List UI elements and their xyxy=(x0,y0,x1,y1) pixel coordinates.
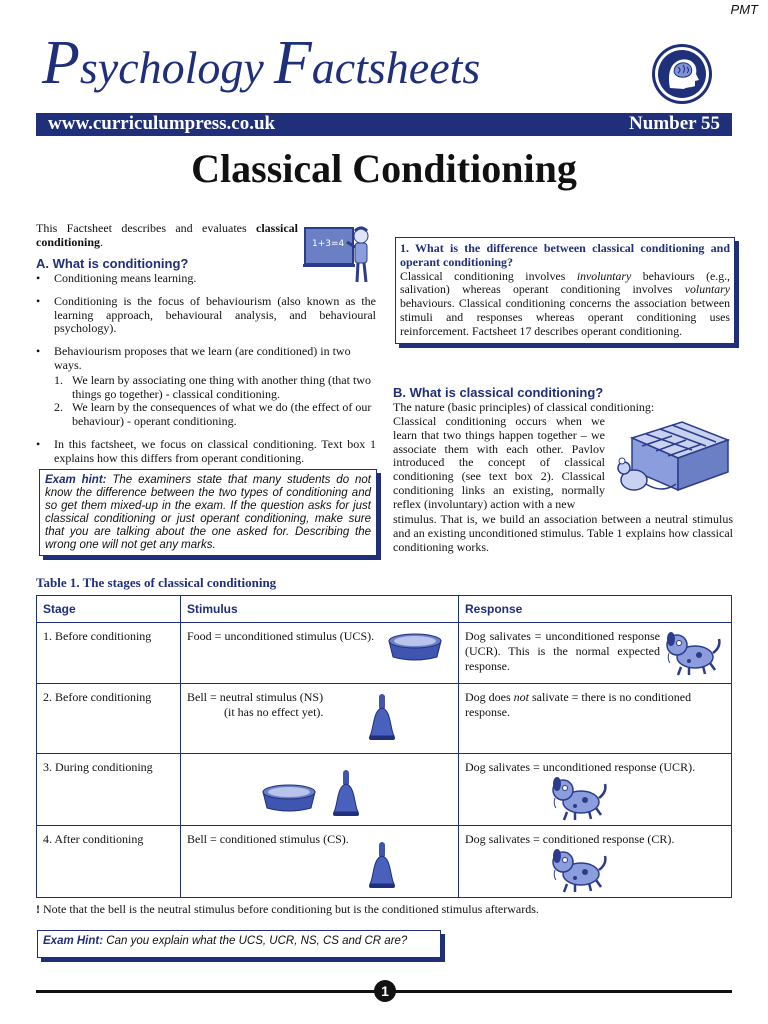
stimulus-cell xyxy=(181,826,459,898)
section-a-list xyxy=(36,272,376,466)
exam-hint-box xyxy=(39,469,377,556)
table-header-row xyxy=(37,596,732,623)
response-text: Dog salivates = unconditioned response (UCR). xyxy=(465,760,696,774)
section-a-heading: A. What is conditioning? xyxy=(36,256,189,271)
bullet-text: Behaviourism proposes that we learn (are conditioned) in two ways. xyxy=(54,344,351,372)
bullet-text: Conditioning is the focus of behaviourism (also known as the learning approach, behavioural analysis, and behavioural psychology). xyxy=(54,293,376,336)
corner-tag: PMT xyxy=(730,2,758,17)
stage-cell: 3. During conditioning xyxy=(37,754,181,826)
table-note xyxy=(36,903,736,917)
column-header: Stimulus xyxy=(181,596,459,623)
section-b-text: stimulus. That is, we build an association between a neutral stimulus and an existing unconditioned stimulus. Table 1 explains how classical conditioning works. xyxy=(393,512,733,554)
head-brain-icon xyxy=(650,42,714,106)
stimulus-text: Food = unconditioned stimulus (UCS). xyxy=(187,629,375,643)
response-cell xyxy=(459,826,732,898)
stimulus-note: (it has no effect yet). xyxy=(224,705,324,719)
column-header: Stage xyxy=(37,596,181,623)
table-row xyxy=(37,623,732,684)
sub-item-text: We learn by the consequences of what we do (the effect of our behaviour) - operant conditioning. xyxy=(72,400,372,429)
response-cell: Dog does not salivate = there is no conditioned response. xyxy=(459,684,732,754)
note-mark: ! xyxy=(36,902,40,916)
brand-logo-text xyxy=(42,28,480,99)
bullet-text: In this factsheet, we focus on classical conditioning. Text box 1 explains how this differs from operant conditioning. xyxy=(54,436,376,465)
bullet-item: • Conditioning means learning. xyxy=(36,271,197,285)
rat-maze-illustration xyxy=(612,418,730,510)
salivating-dog-icon xyxy=(549,846,609,894)
note-text: Note that the bell is the neutral stimulus before conditioning but is the conditioned stimulus afterwards. xyxy=(40,902,539,916)
stimulus-text: Bell = conditioned stimulus (CS). xyxy=(187,832,349,846)
header-bar xyxy=(36,113,732,136)
stage-cell: 2. Before conditioning xyxy=(37,684,181,754)
sub-item-text: We learn by associating one thing with another thing (that two things go together) - classical conditioning. xyxy=(72,372,371,401)
brand-word-2: actsheets xyxy=(311,42,481,93)
text-box-1-body: Classical conditioning involves involuntary behaviours (e.g., salivation) whereas operant conditioning involves voluntary behaviours. Classical conditioning concerns the association between stimuli and responses whereas operant conditioning uses reinforcement. Factsheet 17 describes operant conditioning. xyxy=(400,268,730,338)
column-header: Response xyxy=(459,596,732,623)
intro-bold: classical conditioning xyxy=(36,221,298,249)
text-box-1-heading: 1. What is the difference between classical conditioning and operant conditioning? xyxy=(400,241,730,269)
table-caption: Table 1. The stages of classical conditioning xyxy=(36,575,277,590)
sub-item xyxy=(36,374,376,402)
salivating-dog-icon xyxy=(663,629,723,677)
response-text: Dog salivates = conditioned response (CR). xyxy=(465,832,675,846)
intro-end: . xyxy=(100,234,104,249)
stimulus-cell xyxy=(181,623,459,684)
chalkboard-text: 1+3=4 xyxy=(312,239,345,249)
table-row xyxy=(37,754,732,826)
bell-icon xyxy=(331,768,361,820)
sub-item-number: 2. xyxy=(54,400,63,415)
response-text: Dog salivates = unconditioned response (UCR). This is the normal expected response. xyxy=(465,629,660,673)
bullet-item: • In this factsheet, we focus on classical conditioning. Text box 1 explains how this differs from operant conditioning. xyxy=(36,436,376,465)
brand-f: F xyxy=(273,29,312,97)
food-bowl-icon xyxy=(387,631,443,663)
stage-cell: 1. Before conditioning xyxy=(37,623,181,684)
bullet-item: • Conditioning is the focus of behaviourism (also known as the learning approach, behavioural analysis, and behavioural psychology). xyxy=(36,293,376,336)
food-bowl-icon xyxy=(261,782,317,814)
exam-hint-text: The examiners state that many students do not know the difference between the two types of conditioning and so get them mixed-up in the exam. If the question asks for just classical conditioning or just operant conditioning, make sure that you are talking about the one asked for. Describing the wrong one will not get any marks. xyxy=(45,474,371,551)
page-number: 1 xyxy=(374,980,396,1002)
exam-hint-label: Exam hint: xyxy=(45,474,107,486)
bell-icon xyxy=(367,692,397,744)
sub-item-number: 1. xyxy=(54,372,63,387)
bullet-item: • Behaviourism proposes that we learn (are conditioned) in two ways. xyxy=(36,344,351,372)
issue-number: Number 55 xyxy=(629,113,720,134)
table-row xyxy=(37,684,732,754)
bell-icon xyxy=(367,840,397,892)
section-b-heading: B. What is classical conditioning? xyxy=(393,385,604,400)
brand-p: P xyxy=(42,29,80,97)
brand-word-1: sychology xyxy=(79,42,264,93)
stages-table xyxy=(36,595,732,898)
salivating-dog-icon xyxy=(549,774,609,822)
exam-hint-box-2 xyxy=(37,930,441,958)
stimulus-cell xyxy=(181,754,459,826)
stimulus-text: Bell = neutral stimulus (NS) xyxy=(187,690,324,704)
exam-hint-text: Can you explain what the UCS, UCR, NS, CS and CR are? xyxy=(103,935,408,947)
section-b-intro: The nature (basic principles) of classical conditioning: xyxy=(393,400,655,414)
table-row xyxy=(37,826,732,898)
response-cell xyxy=(459,623,732,684)
response-cell xyxy=(459,754,732,826)
stage-cell: 4. After conditioning xyxy=(37,826,181,898)
bullet-text: Conditioning means learning. xyxy=(54,271,197,285)
exam-hint-label: Exam Hint: xyxy=(43,935,104,947)
website-link[interactable]: www.curriculumpress.co.uk xyxy=(48,113,276,134)
text-box-1 xyxy=(395,237,735,344)
sub-item xyxy=(36,401,376,429)
page-title: Classical Conditioning xyxy=(191,146,577,191)
stimulus-cell xyxy=(181,684,459,754)
intro-paragraph xyxy=(36,222,298,250)
section-b-wrap-text: Classical conditioning occurs when we learn that two things happen together – we associate them with each other. Pavlov introduced the concept of classical conditioning (see text box 2). Classical conditioning links an existing, normally reflex (involuntary) action with a new xyxy=(393,414,605,511)
intro-text: This Factsheet describes and evaluates xyxy=(36,221,256,235)
